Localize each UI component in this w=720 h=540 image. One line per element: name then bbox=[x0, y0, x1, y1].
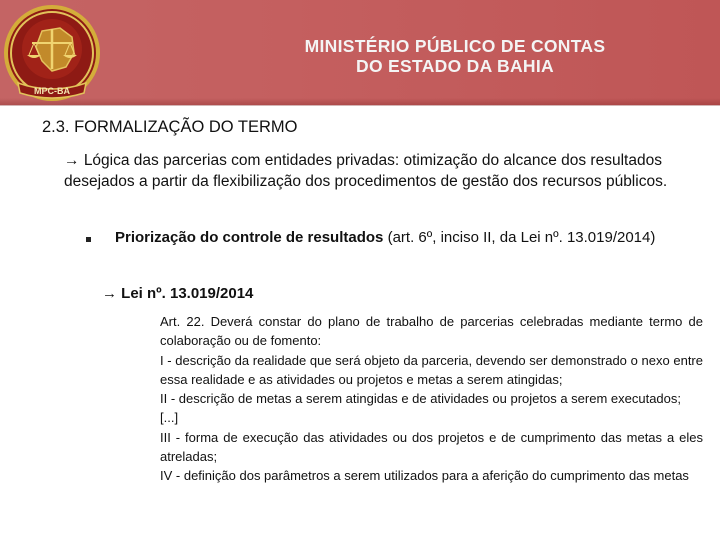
intro-text: Lógica das parcerias com entidades privadas: otimização do alcance dos resultados desejados a partir da flexibilização dos procedimentos de gestão dos recursos públicos. bbox=[64, 152, 668, 190]
section-title: 2.3. FORMALIZAÇÃO DO TERMO bbox=[42, 118, 298, 136]
mpc-ba-seal-logo bbox=[2, 3, 102, 103]
bullet-item bbox=[90, 228, 690, 248]
quote-line: [...] bbox=[160, 410, 179, 426]
bullet-bold-text: Priorização do controle de resultados bbox=[115, 229, 384, 246]
intro-paragraph bbox=[64, 150, 714, 192]
quote-line: III - forma de execução das atividades ou dos projetos e de cumprimento das metas a eles atreladas; bbox=[160, 429, 703, 465]
law-heading bbox=[102, 285, 253, 302]
organization-title bbox=[200, 36, 710, 76]
logo-text: MPC-BA bbox=[34, 86, 70, 96]
org-title-line-1: MINISTÉRIO PÚBLICO DE CONTAS bbox=[304, 36, 606, 56]
arrow-icon: → bbox=[102, 285, 117, 302]
law-heading-text: Lei nº. 13.019/2014 bbox=[121, 285, 254, 302]
bullet-rest-text: (art. 6º, inciso II, da Lei nº. 13.019/2014) bbox=[383, 229, 656, 246]
law-quote bbox=[160, 312, 703, 486]
arrow-icon: → bbox=[64, 152, 80, 169]
quote-line: I - descrição da realidade que será objeto da parceria, devendo ser demonstrado o nexo entre essa realidade e as atividades ou projetos e metas a serem atingidas; bbox=[160, 352, 703, 387]
bullet-square-icon bbox=[86, 237, 91, 242]
quote-line: IV - definição dos parâmetros a serem utilizados para a aferição do cumprimento das metas bbox=[160, 468, 689, 484]
quote-line: II - descrição de metas a serem atingidas e de atividades ou projetos a serem executados; bbox=[160, 391, 682, 407]
org-title-line-2: DO ESTADO DA BAHIA bbox=[356, 56, 554, 76]
quote-line: Art. 22. Deverá constar do plano de trabalho de parcerias celebradas mediante termo de colaboração ou de fomento: bbox=[160, 314, 703, 349]
header-shadow bbox=[0, 98, 720, 106]
